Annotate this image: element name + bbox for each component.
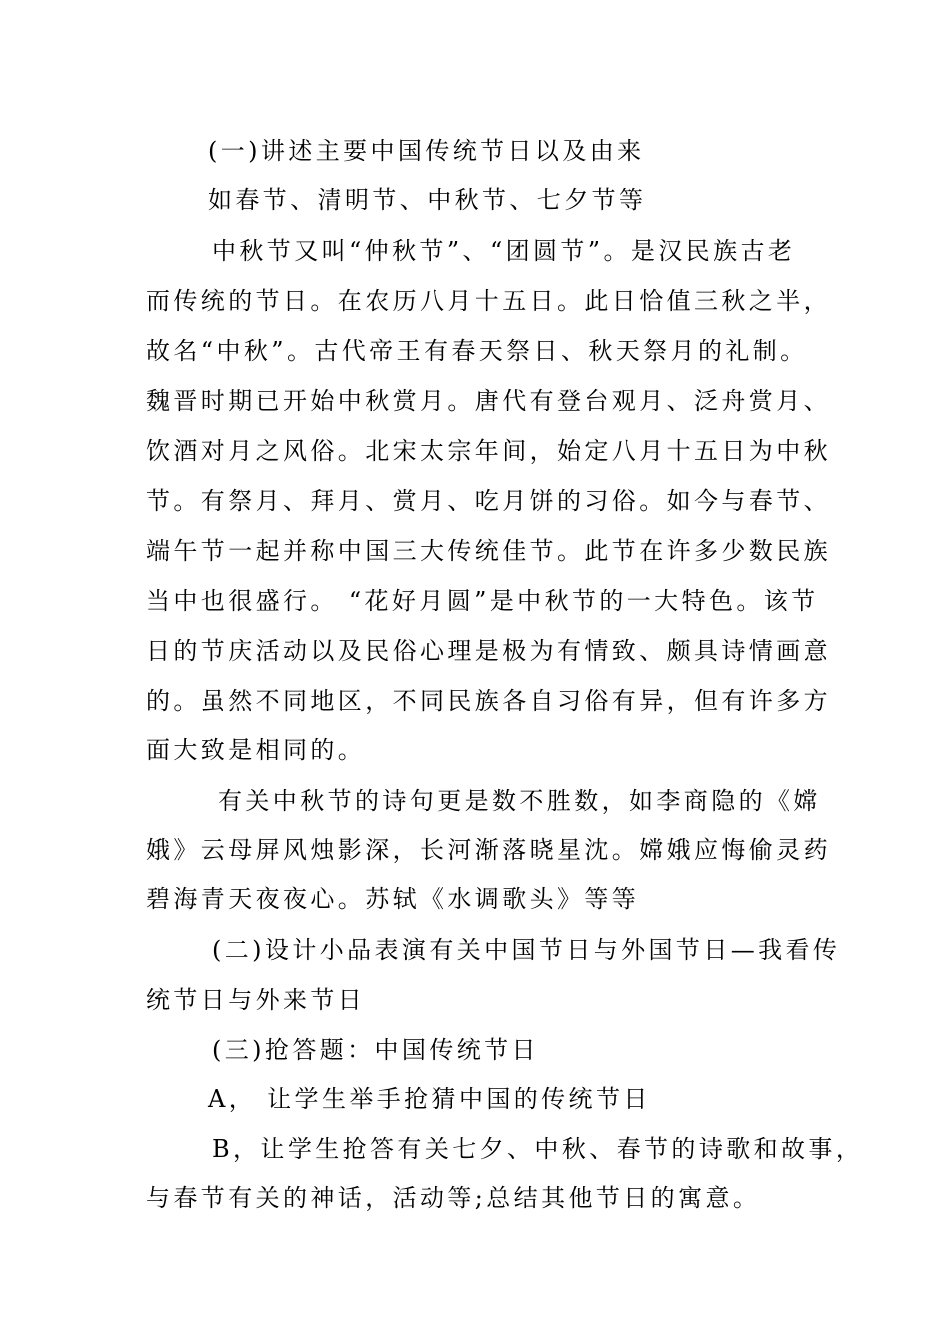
text-line: 如春节、清明节、中秋节、七夕节等 xyxy=(208,186,647,214)
text-line: 饮酒对月之风俗。北宋太宗年间，始定八月十五日为中秋 xyxy=(146,437,831,465)
list-item-b: B，让学生抢答有关七夕、中秋、春节的诗歌和故事， xyxy=(212,1135,864,1163)
text-line: 端午节一起并称中国三大传统佳节。此节在许多少数民族 xyxy=(146,537,831,565)
text-line: 故名“中秋”。古代帝王有春天祭日、秋天祭月的礼制。 xyxy=(146,337,808,365)
text-line: 魏晋时期已开始中秋赏月。唐代有登台观月、泛舟赏月、 xyxy=(146,387,831,415)
text-line: 碧海青天夜夜心。苏轼《水调歌头》等等 xyxy=(146,885,640,913)
text-line: 与春节有关的神话，活动等;总结其他节日的寓意。 xyxy=(146,1184,761,1212)
list-item-a: A， 让学生举手抢猜中国的传统节日 xyxy=(208,1085,651,1113)
text-line: 中秋节又叫“仲秋节”、“团圆节”。是汉民族古老 xyxy=(212,237,796,265)
section-heading-1: (一)讲述主要中国传统节日以及由来 xyxy=(208,137,645,165)
text-line: 有关中秋节的诗句更是数不胜数，如李商隐的《嫦 xyxy=(218,787,821,815)
text-line: 节。有祭月、拜月、赏月、吃月饼的习俗。如今与春节、 xyxy=(146,487,831,515)
text-line: 而传统的节日。在农历八月十五日。此日恰值三秋之半， xyxy=(146,287,831,315)
text-line: 当中也很盛行。 “花好月圆”是中秋节的一大特色。该节 xyxy=(146,587,819,615)
text-line: 日的节庆活动以及民俗心理是极为有情致、颇具诗情画意 xyxy=(146,637,831,665)
text-line: 统节日与外来节日 xyxy=(146,986,366,1014)
section-heading-2: (二)设计小品表演有关中国节日与外国节日—我看传 xyxy=(212,936,841,964)
section-heading-3: (三)抢答题：中国传统节日 xyxy=(212,1036,539,1064)
text-line: 的。虽然不同地区，不同民族各自习俗有异，但有许多方 xyxy=(146,687,831,715)
text-line: 面大致是相同的。 xyxy=(146,736,366,764)
text-line: 娥》云母屏风烛影深，长河渐落晓星沈。嫦娥应悔偷灵药 xyxy=(146,836,831,864)
